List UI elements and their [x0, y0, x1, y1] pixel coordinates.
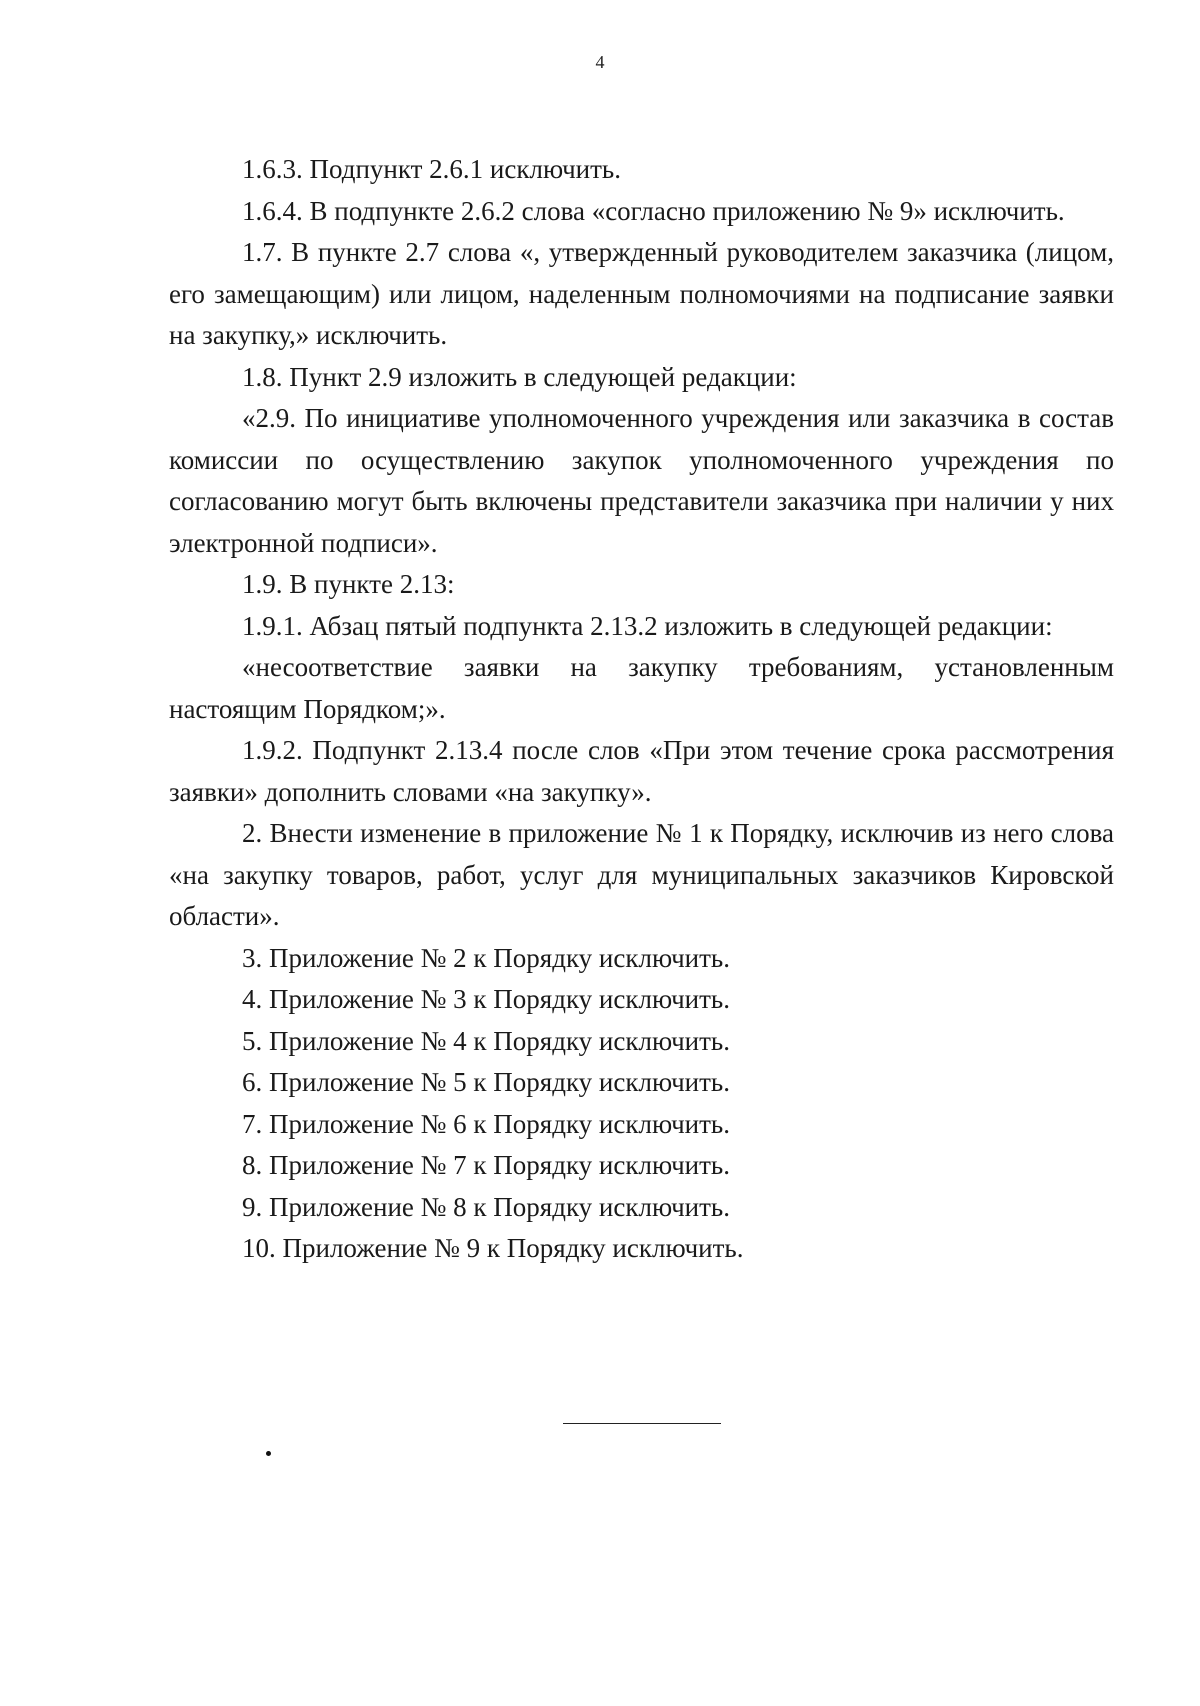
paragraph-1-6-3: 1.6.3. Подпункт 2.6.1 исключить. [242, 154, 621, 184]
paragraph-1-9-1: 1.9.1. Абзац пятый подпункта 2.13.2 изложить в следующей редакции: [242, 610, 1053, 641]
paragraph-1-9-1-quote: «несоответствие заявки на закупку требованиям, установленным настоящим Порядком;». [169, 652, 1114, 724]
paragraph-10: 10. Приложение № 9 к Порядку исключить. [242, 1233, 744, 1263]
paragraph-1-9-2: 1.9.2. Подпункт 2.13.4 после слов «При этом течение срока рассмотрения заявки» дополнить словами «на закупку». [169, 735, 1114, 807]
paragraph-4: 4. Приложение № 3 к Порядку исключить. [242, 984, 730, 1014]
paragraph-1-7: 1.7. В пункте 2.7 слова «, утвержденный руководителем заказчика (лицом, его замещающим) или лицом, наделенным полномочиями на подписание заявки на закупку,» исключить. [169, 237, 1114, 350]
end-separator-line [563, 1423, 721, 1424]
document-body [169, 149, 1114, 1270]
paragraph-2: 2. Внести изменение в приложение № 1 к Порядку, исключив из него слова «на закупку товаров, работ, услуг для муниципальных заказчиков Кировской области». [169, 818, 1114, 931]
paragraph-1-8: 1.8. Пункт 2.9 изложить в следующей редакции: [242, 361, 797, 392]
page-number: 4 [595, 52, 605, 72]
paragraph-6: 6. Приложение № 5 к Порядку исключить. [242, 1067, 730, 1097]
paragraph-9: 9. Приложение № 8 к Порядку исключить. [242, 1191, 730, 1222]
paragraph-7: 7. Приложение № 6 к Порядку исключить. [242, 1108, 730, 1139]
paragraph-1-9: 1.9. В пункте 2.13: [242, 569, 455, 599]
paragraph-5: 5. Приложение № 4 к Порядку исключить. [242, 1025, 730, 1056]
paragraph-3: 3. Приложение № 2 к Порядку исключить. [242, 942, 730, 973]
paragraph-2-9-quote: «2.9. По инициативе уполномоченного учреждения или заказчика в состав комиссии по осуществлению закупок уполномоченного учреждения по согласованию могут быть включены представители заказчика при наличии у них электронной подписи». [169, 403, 1114, 558]
paragraph-8: 8. Приложение № 7 к Порядку исключить. [242, 1150, 730, 1180]
paragraph-1-6-4: 1.6.4. В подпункте 2.6.2 слова «согласно приложению № 9» исключить. [242, 195, 1065, 226]
scan-speck [266, 1451, 271, 1456]
